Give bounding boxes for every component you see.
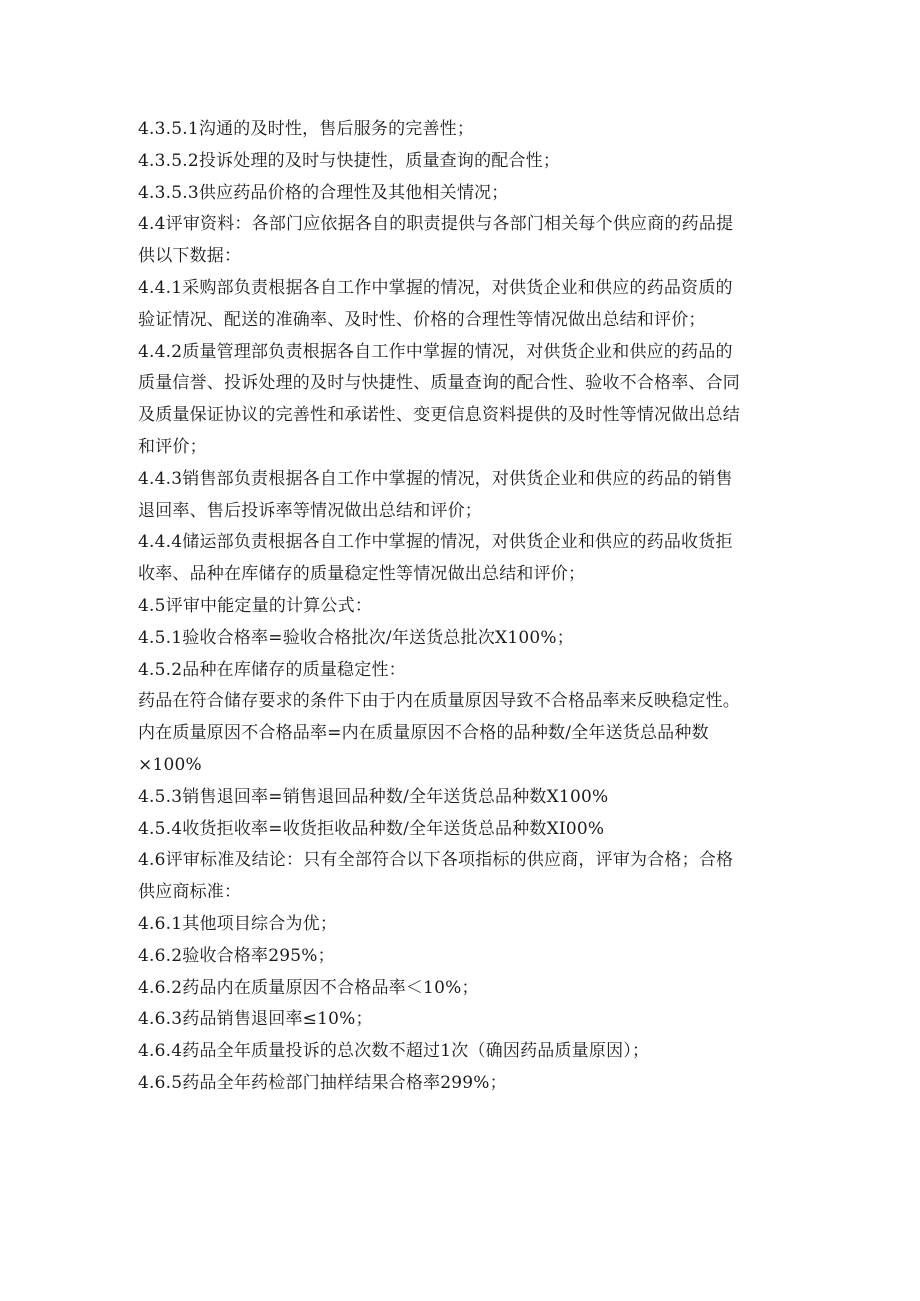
text-line: 质量信誉、投诉处理的及时与快捷性、质量查询的配合性、验收不合格率、合同 <box>138 373 740 394</box>
text-line: 4.6.2药品内在质量原因不合格品率＜10%； <box>138 977 479 998</box>
text-line: 4.6.4药品全年质量投诉的总次数不超过1次（确因药品质量原因）； <box>138 1041 650 1062</box>
text-line: 4.5评审中能定量的计算公式： <box>138 595 373 616</box>
text-line: 4.5.1验收合格率=验收合格批次/年送货总批次X100%； <box>138 627 574 648</box>
document-body <box>138 114 788 1100</box>
text-line: 4.6.2验收合格率295%； <box>138 945 335 966</box>
text-line: 内在质量原因不合格品率=内在质量原因不合格的品种数/全年送货总品种数 <box>138 723 709 744</box>
text-line: 4.3.5.2投诉处理的及时与快捷性，质量查询的配合性； <box>138 150 561 171</box>
text-line: 验证情况、配送的准确率、及时性、价格的合理性等情况做出总结和评价； <box>138 309 706 330</box>
text-line: 4.5.2品种在库储存的质量稳定性： <box>138 659 406 680</box>
text-line: 4.4.1采购部负责根据各自工作中掌握的情况，对供货企业和供应的药品资质的 <box>138 277 733 298</box>
text-line: 4.4评审资料：各部门应依据各自的职责提供与各部门相关每个供应商的药品提 <box>138 214 734 235</box>
text-line: 供应商标准： <box>138 882 242 903</box>
text-line: 药品在符合储存要求的条件下由于内在质量原因导致不合格品率来反映稳定性。 <box>138 691 740 712</box>
text-line: 收率、品种在库储存的质量稳定性等情况做出总结和评价； <box>138 564 586 585</box>
text-line: ×100% <box>138 754 202 775</box>
text-line: 4.4.3销售部负责根据各自工作中掌握的情况，对供货企业和供应的药品的销售 <box>138 468 733 489</box>
text-line: 及质量保证协议的完善性和承诺性、变更信息资料提供的及时性等情况做出总结 <box>138 405 740 426</box>
text-line: 4.6评审标准及结论：只有全部符合以下各项指标的供应商，评审为合格；合格 <box>138 850 734 871</box>
text-line: 4.4.2质量管理部负责根据各自工作中掌握的情况，对供货企业和供应的药品的 <box>138 341 733 362</box>
text-line: 4.3.5.1沟通的及时性，售后服务的完善性； <box>138 119 475 139</box>
text-line: 和评价； <box>138 436 207 457</box>
text-line: 4.6.3药品销售退回率≤10%； <box>138 1009 373 1030</box>
text-line: 4.4.4储运部负责根据各自工作中掌握的情况，对供货企业和供应的药品收货拒 <box>138 532 733 553</box>
text-line: 4.5.4收货拒收率=收货拒收品种数/全年送货总品种数XI00% <box>138 818 605 839</box>
text-line: 供以下数据： <box>138 246 242 267</box>
text-line: 4.6.5药品全年药检部门抽样结果合格率299%； <box>138 1072 507 1093</box>
text-line: 4.5.3销售退回率=销售退回品种数/全年送货总品种数X100% <box>138 786 609 807</box>
text-line: 4.3.5.3供应药品价格的合理性及其他相关情况； <box>138 182 509 203</box>
text-line: 4.6.1其他项目综合为优； <box>138 913 338 934</box>
text-line: 退回率、售后投诉率等情况做出总结和评价； <box>138 500 482 521</box>
